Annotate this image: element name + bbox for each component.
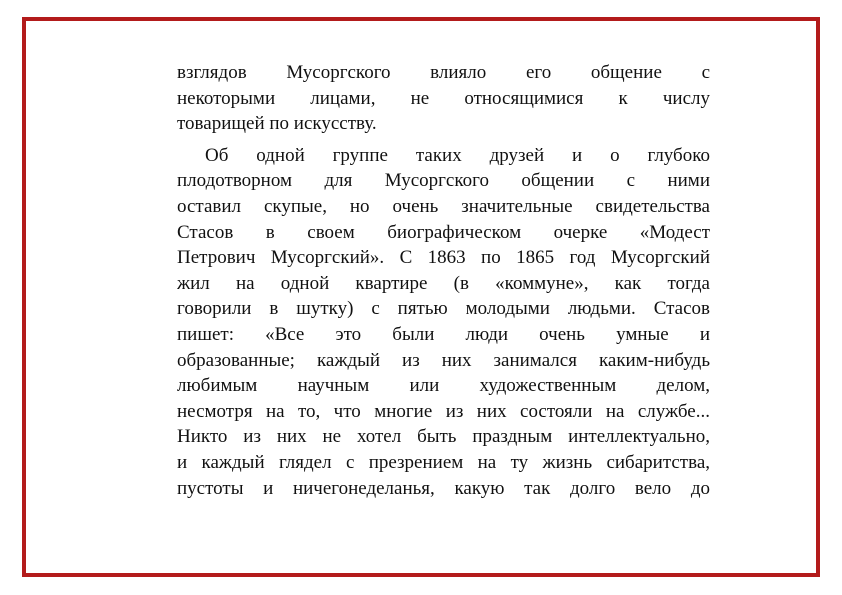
text-line: Стасов в своем биографическом очерке «Модест — [177, 221, 710, 243]
text-line: некоторыми лицами, не относящимися к числу — [177, 87, 710, 109]
text-line: взглядов Мусоргского влияло его общение с — [177, 62, 710, 83]
text-line: образованные; каждый из них занимался каким-нибудь — [177, 349, 710, 371]
text-line: плодотворном для Мусоргского общении с ними — [177, 170, 710, 192]
text-block — [177, 60, 710, 501]
text-line: Никто из них не хотел быть праздным интеллектуально, — [177, 426, 710, 448]
paragraph-2 — [177, 143, 710, 501]
text-line: пишет: «Все это были люди очень умные и — [177, 323, 710, 345]
paragraph-1 — [177, 60, 710, 137]
text-line: несмотря на то, что многие из них состояли на службе... — [177, 400, 710, 422]
text-line: Об одной группе таких друзей и о глубоко — [205, 144, 710, 166]
text-line: оставил скупые, но очень значительные свидетельства — [177, 195, 710, 217]
text-line: жил на одной квартире (в «коммуне», как тогда — [177, 272, 710, 294]
text-line: любимым научным или художественным делом, — [177, 375, 710, 397]
text-line: товарищей по искусству. — [177, 113, 377, 135]
text-line: Петрович Мусоргский». С 1863 по 1865 год Мусоргский — [177, 247, 710, 269]
text-line: пустоты и ничегонеделанья, какую так долго вело до — [177, 477, 710, 499]
text-line: и каждый глядел с презрением на ту жизнь сибаритства, — [177, 451, 710, 473]
text-line: говорили в шутку) с пятью молодыми людьми. Стасов — [177, 298, 710, 320]
